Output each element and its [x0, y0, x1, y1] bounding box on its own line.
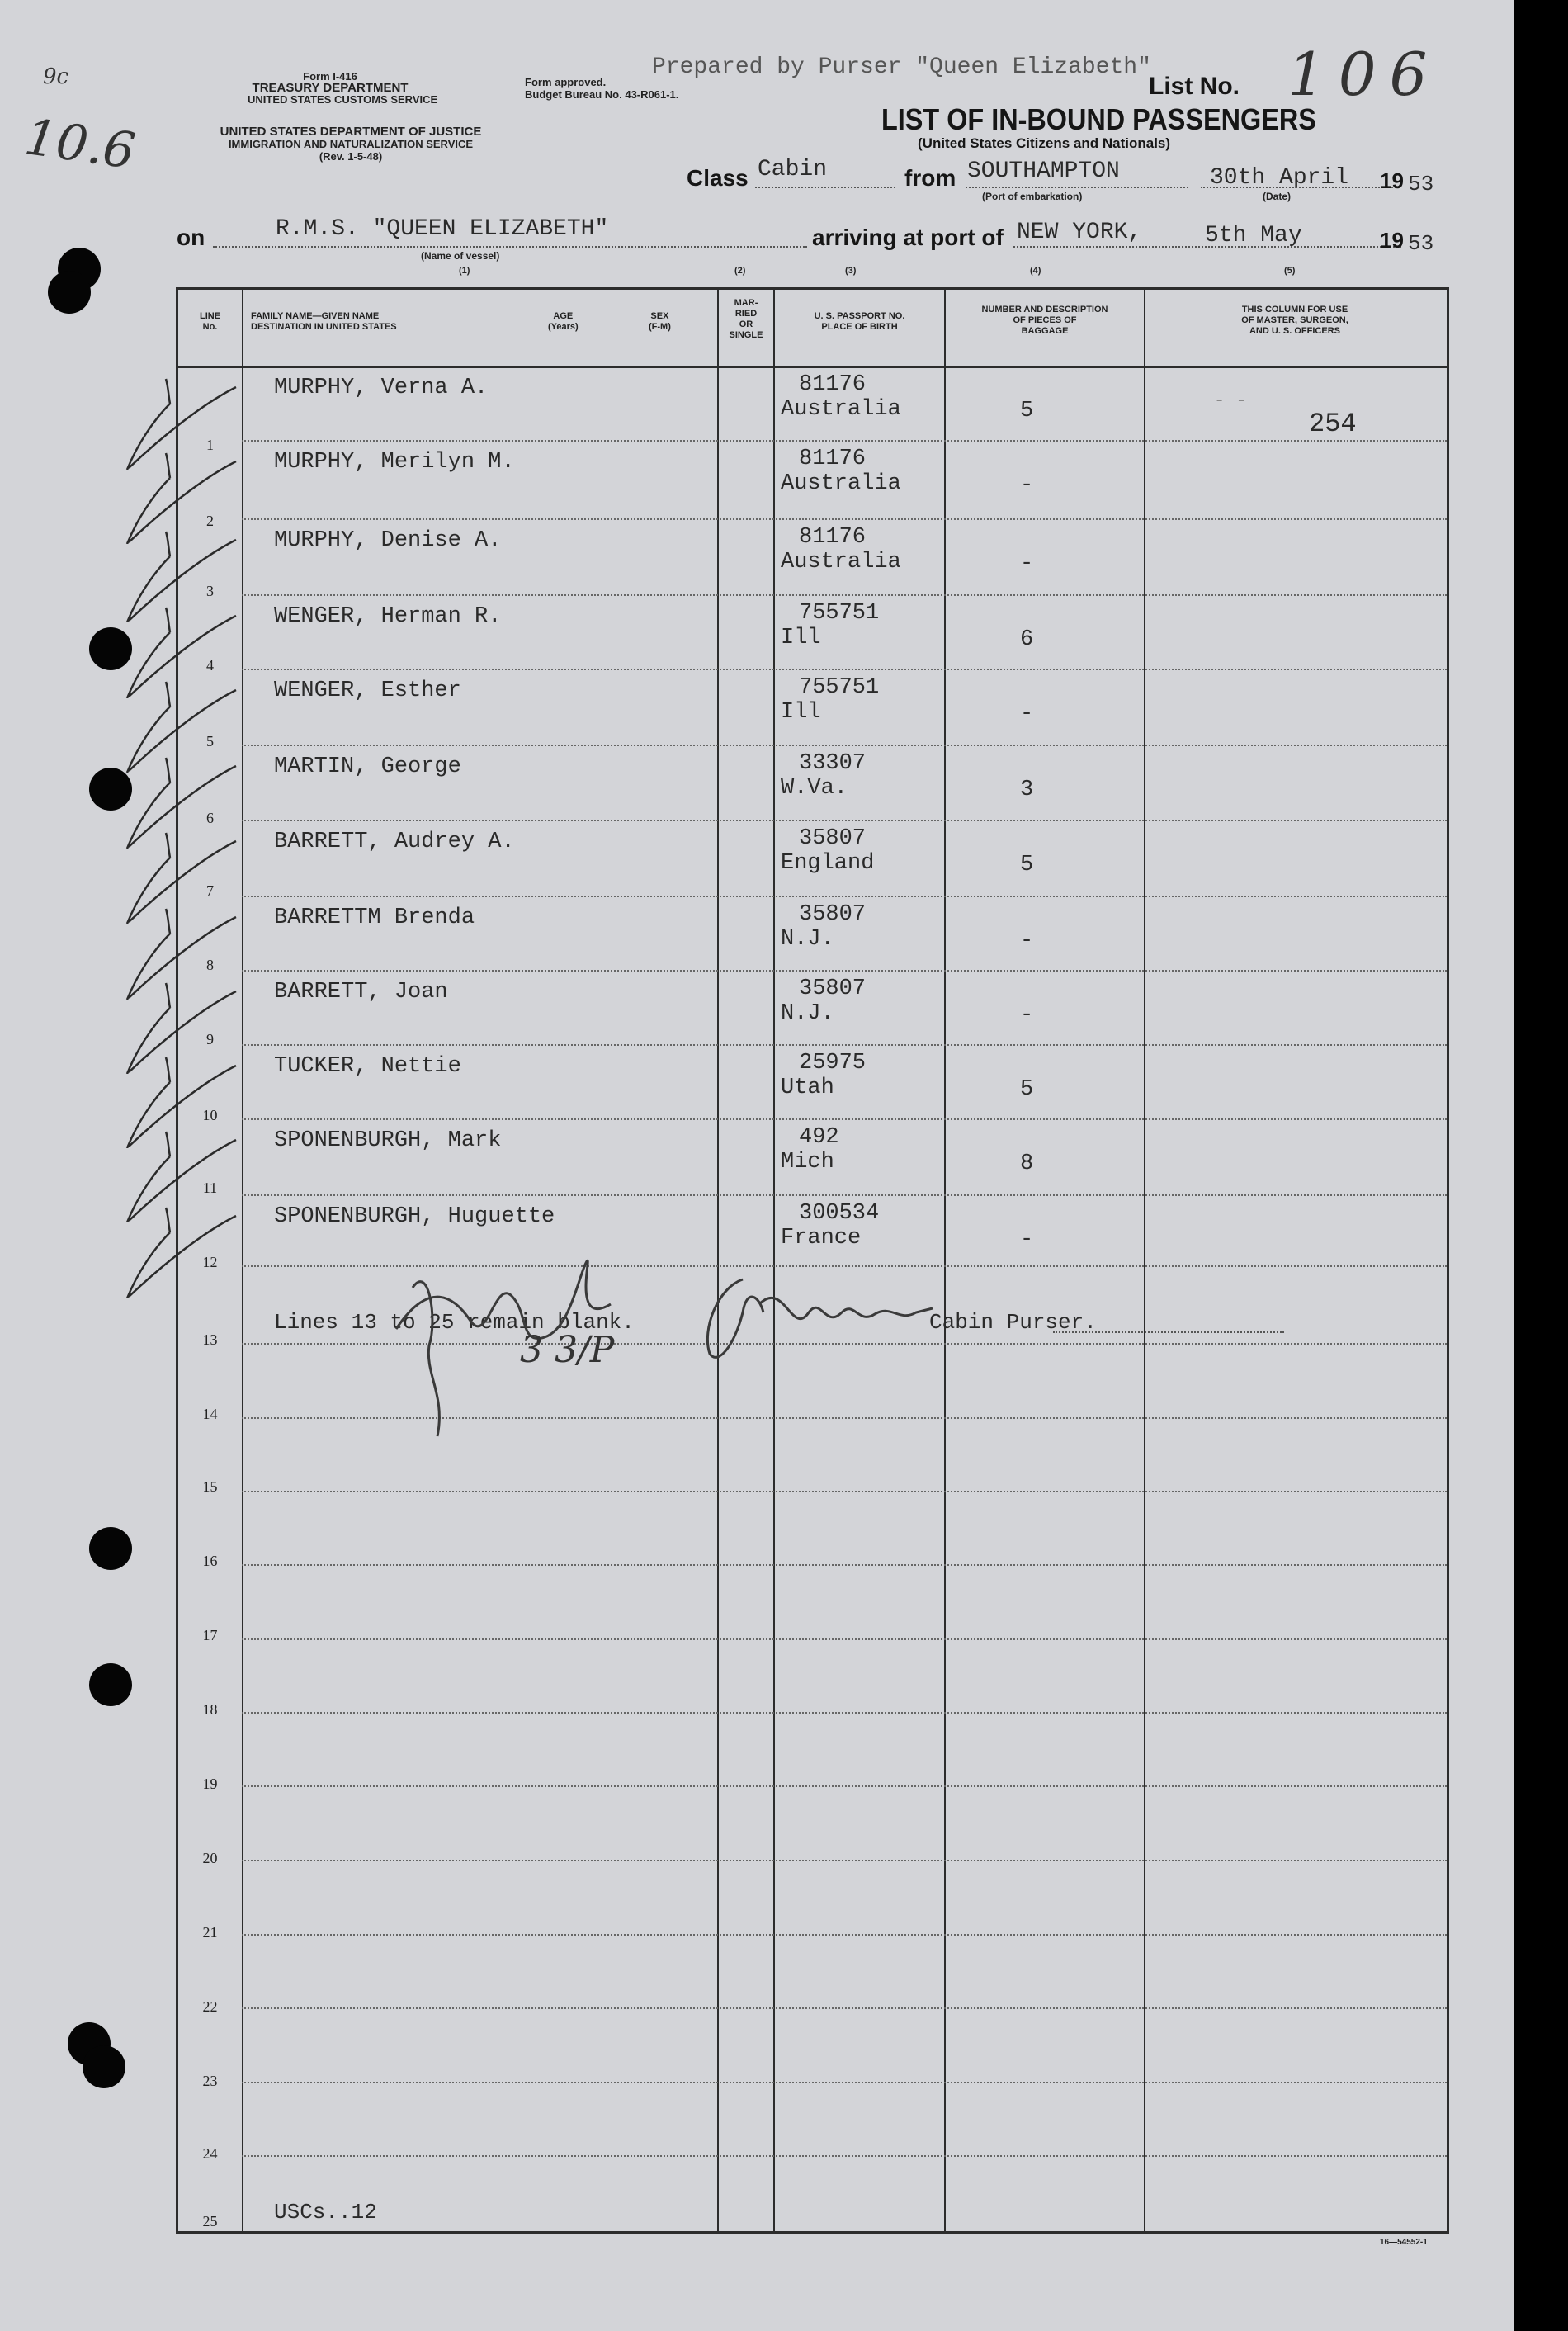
col-head-text: MAR-	[734, 298, 758, 308]
baggage-count: -	[1020, 1003, 1034, 1028]
passenger-name: WENGER, Herman R.	[274, 604, 502, 629]
row-separator	[242, 2155, 1447, 2157]
passport-number: 35807	[799, 976, 867, 1001]
passenger-name: BARRETTM Brenda	[274, 905, 475, 930]
vessel-caption: (Name of vessel)	[421, 250, 500, 262]
place-of-birth: Ill	[781, 626, 821, 650]
place-of-birth: W.Va.	[781, 776, 848, 801]
year-value-1: 53	[1408, 172, 1434, 196]
line-number: 5	[206, 733, 214, 749]
line-number: 1	[206, 437, 214, 453]
class-label: Class	[687, 165, 749, 191]
col-num-2: (2)	[734, 266, 746, 276]
col-head-age	[548, 311, 579, 333]
list-no-value: 106	[1287, 40, 1441, 109]
row-separator	[242, 518, 1447, 520]
baggage-count: 5	[1020, 853, 1034, 877]
punch-hole	[89, 1663, 132, 1706]
from-value: SOUTHAMPTON	[967, 158, 1120, 184]
col-num-3: (3)	[845, 266, 857, 276]
place-of-birth: Australia	[781, 397, 901, 422]
baggage-count: 8	[1020, 1151, 1034, 1176]
line-number: 3	[206, 583, 214, 599]
row-separator	[242, 1118, 1447, 1120]
revision-date: (Rev. 1-5-48)	[319, 150, 383, 163]
header-divider	[178, 366, 1447, 368]
prepared-by: Prepared by Purser "Queen Elizabeth"	[652, 54, 1151, 80]
baggage-count: -	[1020, 551, 1034, 576]
col-head-text: U. S. PASSPORT NO.	[814, 311, 905, 321]
class-value: Cabin	[758, 157, 828, 182]
year-prefix-1: 19	[1380, 168, 1404, 193]
line-number: 19	[202, 1775, 218, 1792]
baggage-count: 3	[1020, 778, 1034, 802]
form-id: Form I-416	[303, 70, 357, 83]
baggage-count: -	[1020, 929, 1034, 953]
col-divider	[717, 290, 719, 2231]
col-head-text: NUMBER AND DESCRIPTION	[981, 305, 1108, 314]
arrival-date: 5th May	[1205, 223, 1302, 248]
page-title: LIST OF IN-BOUND PASSENGERS	[881, 102, 1316, 136]
line-number: 4	[206, 657, 214, 674]
row-separator	[242, 745, 1447, 746]
place-of-birth: Australia	[781, 471, 901, 496]
line-number: 21	[202, 1924, 218, 1941]
line-number: 17	[202, 1627, 218, 1643]
passport-number: 300534	[799, 1201, 880, 1226]
purser-note: Cabin Purser.	[929, 1310, 1097, 1335]
from-label: from	[904, 165, 956, 191]
line-number: 13	[202, 1331, 218, 1348]
line-number: 20	[202, 1850, 218, 1866]
col-head-line-no	[178, 311, 242, 333]
budget-line: Budget Bureau No. 43-R061-1.	[525, 88, 679, 101]
ins-service: IMMIGRATION AND NATURALIZATION SERVICE	[228, 138, 474, 150]
place-of-birth: Utah	[781, 1076, 834, 1100]
baggage-count: 5	[1020, 399, 1034, 423]
place-of-birth: N.J.	[781, 927, 834, 952]
place-of-birth: Ill	[781, 700, 821, 725]
col-head-passport	[775, 311, 944, 333]
date-caption: (Date)	[1263, 191, 1292, 202]
row-separator	[242, 440, 1447, 442]
line-number: 7	[206, 882, 214, 899]
passport-number: 35807	[799, 902, 867, 927]
passenger-name: MARTIN, George	[274, 754, 461, 779]
margin-note-10-6: 10.6	[21, 108, 139, 181]
line-number: 15	[202, 1478, 218, 1495]
purser-underline	[1053, 1331, 1284, 1333]
baggage-count: -	[1020, 473, 1034, 498]
year-prefix-2: 19	[1380, 228, 1404, 253]
col-head-sex	[649, 311, 671, 333]
passport-number: 33307	[799, 751, 867, 776]
vessel-value: R.M.S. "QUEEN ELIZABETH"	[276, 216, 609, 242]
row-separator	[242, 970, 1447, 972]
year-value-2: 53	[1408, 231, 1434, 256]
on-label: on	[177, 225, 205, 250]
punch-hole	[89, 1527, 132, 1570]
signature-right	[685, 1263, 949, 1370]
passenger-name: MURPHY, Merilyn M.	[274, 450, 515, 475]
col-num-5: (5)	[1284, 266, 1296, 276]
line-number: 11	[202, 1180, 218, 1196]
place-of-birth: N.J.	[781, 1001, 834, 1026]
passenger-name: MURPHY, Verna A.	[274, 376, 489, 400]
passenger-name: TUCKER, Nettie	[274, 1054, 461, 1079]
passport-number: 35807	[799, 826, 867, 851]
justice-dept: UNITED STATES DEPARTMENT OF JUSTICE	[220, 125, 482, 139]
baggage-count: -	[1020, 1227, 1034, 1252]
place-of-birth: Australia	[781, 550, 901, 574]
row-separator	[242, 594, 1447, 596]
row-separator	[242, 1934, 1447, 1936]
col-head-married	[719, 298, 773, 341]
customs-service: UNITED STATES CUSTOMS SERVICE	[248, 93, 438, 106]
col-head-text: THIS COLUMN FOR USE	[1241, 305, 1348, 314]
officer-note: 254	[1309, 409, 1357, 439]
row-separator	[242, 2007, 1447, 2009]
approval-line: Form approved.	[525, 76, 607, 88]
form-number	[248, 70, 438, 106]
baggage-count: -	[1020, 702, 1034, 726]
from-underline	[966, 187, 1188, 188]
passport-number: 25975	[799, 1051, 867, 1076]
punch-hole	[83, 2045, 125, 2088]
class-underline	[755, 187, 895, 188]
line-number: 16	[202, 1553, 218, 1569]
vessel-underline	[213, 246, 807, 248]
row-separator	[242, 1785, 1447, 1787]
place-of-birth: Mich	[781, 1150, 834, 1175]
passenger-name: SPONENBURGH, Mark	[274, 1128, 502, 1153]
col-head-officers	[1145, 305, 1444, 337]
passenger-name: BARRETT, Audrey A.	[274, 830, 515, 854]
line-number: 10	[202, 1107, 218, 1123]
baggage-count: 5	[1020, 1077, 1034, 1102]
col-head-text: (Years)	[548, 322, 579, 332]
line-number: 18	[202, 1701, 218, 1718]
line-number: 25	[202, 2213, 218, 2229]
passport-number: 755751	[799, 601, 880, 626]
baggage-count: 6	[1020, 627, 1034, 652]
col-num-4: (4)	[1030, 266, 1041, 276]
row-separator	[242, 896, 1447, 897]
row-separator	[242, 2082, 1447, 2083]
col-divider	[773, 290, 775, 2231]
row-separator	[242, 1712, 1447, 1714]
place-of-birth: England	[781, 851, 875, 876]
col-head-text: RIED	[734, 309, 758, 319]
col-head-name	[251, 311, 397, 333]
col-divider	[944, 290, 946, 2231]
list-no-label: List No.	[1149, 73, 1240, 100]
punch-hole	[48, 271, 91, 314]
col-head-text: OF PIECES OF	[1013, 315, 1077, 325]
place-of-birth: France	[781, 1226, 862, 1251]
passport-number: 81176	[799, 447, 867, 471]
passport-number: 81176	[799, 372, 867, 397]
col-head-text: AND U. S. OFFICERS	[1249, 326, 1340, 336]
officer-faint-mark: - -	[1214, 390, 1247, 411]
page-subtitle: (United States Citizens and Nationals)	[918, 135, 1171, 151]
col-num-1: (1)	[459, 266, 470, 276]
port-embark-caption: (Port of embarkation)	[982, 191, 1083, 202]
col-head-text: SINGLE	[729, 330, 763, 340]
row-separator	[242, 1638, 1447, 1640]
col-head-baggage	[946, 305, 1144, 337]
line-number: 23	[202, 2073, 218, 2089]
col-head-text: FAMILY NAME—GIVEN NAME	[251, 311, 380, 321]
col-head-text: PLACE OF BIRTH	[821, 322, 898, 332]
justice-dept-block	[173, 125, 528, 163]
row-separator	[242, 1860, 1447, 1861]
col-head-text: No.	[202, 322, 218, 332]
arrival-port: NEW YORK,	[1017, 220, 1142, 245]
passport-number: 755751	[799, 675, 880, 700]
passenger-name: MURPHY, Denise A.	[274, 528, 502, 553]
row-separator	[242, 1194, 1447, 1196]
row-separator	[242, 820, 1447, 821]
passenger-name: SPONENBURGH, Huguette	[274, 1204, 555, 1229]
arriving-label: arriving at port of	[812, 225, 1004, 250]
form-code: 16—54552-1	[1380, 2238, 1428, 2247]
line-number: 6	[206, 810, 214, 826]
row-separator	[242, 1044, 1447, 1046]
passport-number: 81176	[799, 525, 867, 550]
date-value: 30th April	[1210, 165, 1349, 191]
check-mark	[120, 1199, 244, 1298]
col-head-text: OR	[739, 319, 753, 329]
col-head-text: SEX	[650, 311, 669, 321]
col-head-text: DESTINATION IN UNITED STATES	[251, 322, 397, 332]
treasury-dept: TREASURY DEPARTMENT	[252, 81, 409, 95]
col-head-text: LINE	[199, 311, 221, 321]
row-separator	[242, 1491, 1447, 1492]
line13-note: Lines 13 to 25 remain blank.	[274, 1310, 635, 1335]
line-number: 24	[202, 2145, 218, 2162]
line-number: 22	[202, 1998, 218, 2015]
row-separator	[242, 1564, 1447, 1566]
col-head-text: AGE	[553, 311, 574, 321]
line-number: 12	[202, 1254, 218, 1270]
line-number: 2	[206, 513, 214, 529]
col-head-text: BAGGAGE	[1021, 326, 1069, 336]
passenger-table	[176, 287, 1449, 2234]
row-separator	[242, 669, 1447, 670]
handwritten-mark: 3 3/P	[520, 1329, 615, 1371]
footer-total: USCs..12	[274, 2200, 377, 2225]
line-number: 8	[206, 957, 214, 973]
col-divider	[1144, 290, 1145, 2231]
col-head-text: OF MASTER, SURGEON,	[1241, 315, 1348, 325]
date-underline	[1201, 187, 1399, 188]
margin-note-9c: 9c	[43, 64, 69, 89]
passenger-name: BARRETT, Joan	[274, 980, 448, 1005]
line-number: 9	[206, 1031, 214, 1047]
col-head-text: (F-M)	[649, 322, 671, 332]
line-number: 14	[202, 1406, 218, 1422]
passenger-name: WENGER, Esther	[274, 678, 461, 703]
passport-number: 492	[799, 1125, 839, 1150]
